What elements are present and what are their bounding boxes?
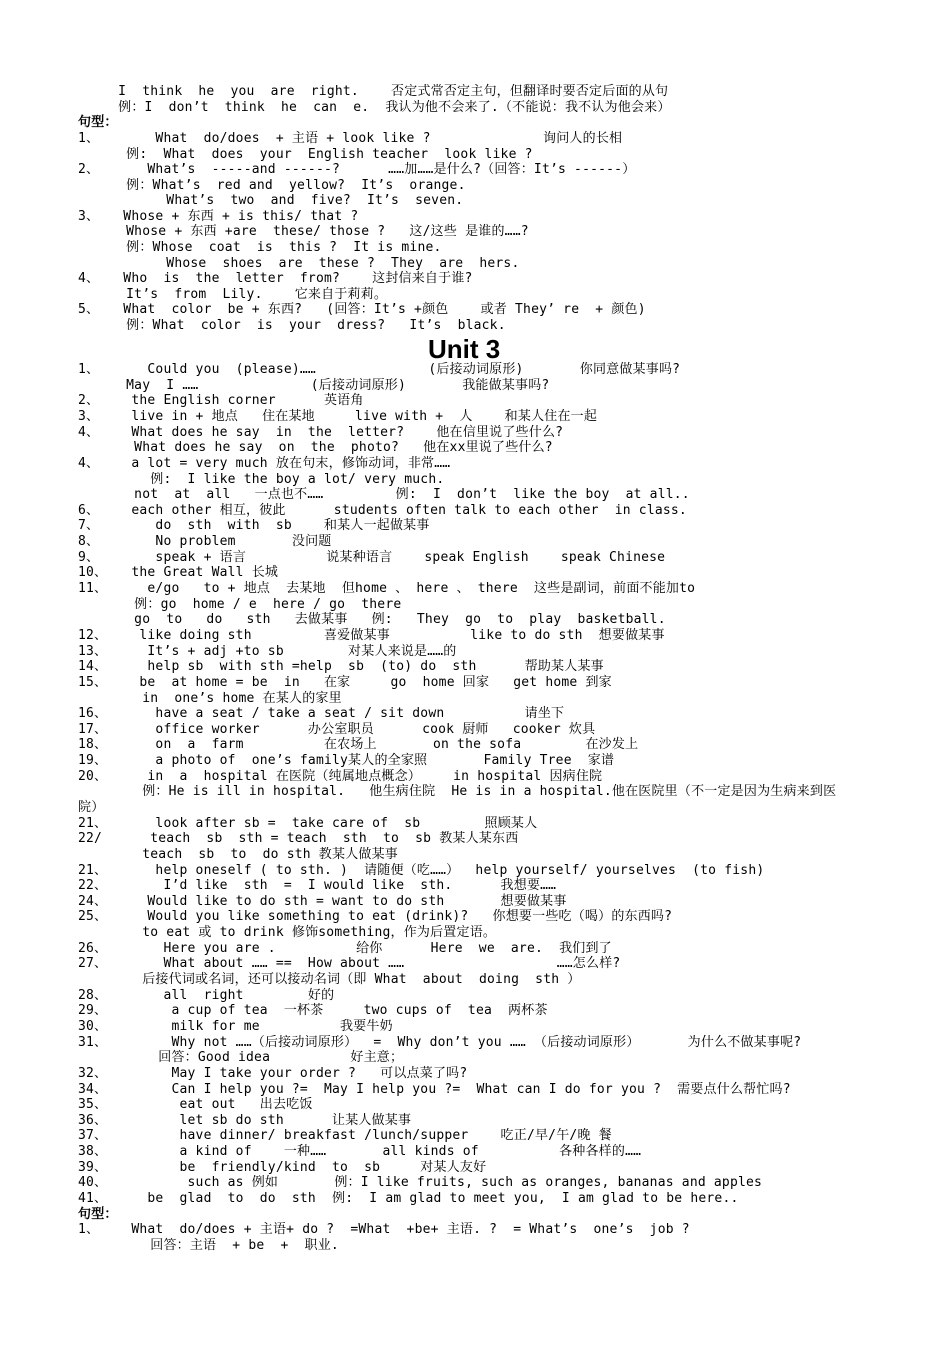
text-line: 28、 all right 好的: [78, 988, 335, 1003]
text-line: 6、 each other 相互，彼此 students often talk to each other in class.: [78, 503, 687, 518]
text-line: 29、 a cup of tea 一杯茶 two cups of tea 两杯茶: [78, 1003, 548, 1018]
text-line: 22/ teach sb sth = teach sth to sb 教某人某东西: [78, 831, 519, 846]
text-line: What does he say on the photo? 他在xx里说了些什么?: [78, 440, 553, 455]
text-line: 18、 on a farm 在农场上 on the sofa 在沙发上: [78, 737, 639, 752]
text-line: 27、 What about …… == How about …… ……怎么样?: [78, 956, 621, 971]
text-line: 回答：主语 + be + 职业.: [78, 1238, 339, 1253]
text-line: 4、 Who is the letter from? 这封信来自于谁?: [78, 271, 473, 286]
text-line: 9、 speak + 语言 说某种语言 speak English speak Chinese: [78, 550, 666, 565]
text-line: Whose shoes are these ? They are hers.: [78, 256, 520, 271]
text-line: to eat 或 to drink 修饰something，作为后置定语。: [78, 925, 497, 940]
text-line: 4、 What does he say in the letter? 他在信里说了些什么?: [78, 425, 564, 440]
text-line: 回答：Good idea 好主意；: [78, 1050, 404, 1065]
text-line: 37、 have dinner/ breakfast /lunch/supper 吃正/早/午/晚 餐: [78, 1128, 612, 1143]
text-line: go to do sth 去做某事 例: They go to play basketball.: [78, 612, 666, 627]
text-line: 16、 have a seat / take a seat / sit down 请坐下: [78, 706, 565, 721]
text-line: 32、 May I take your order ? 可以点菜了吗?: [78, 1066, 468, 1081]
text-line: 26、 Here you are . 给你 Here we are. 我们到了: [78, 941, 612, 956]
text-line: 11、 e/go to + 地点 去某地 但home 、 here 、 there 这些是副词，前面不能加to: [78, 581, 696, 596]
text-line: 2、 the English corner 英语角: [78, 393, 364, 408]
text-line: in one’s home 在某人的家里: [78, 691, 342, 706]
text-line: It’s from Lily. 它来自于莉莉。: [78, 287, 388, 302]
text-line: 30、 milk for me 我要牛奶: [78, 1019, 393, 1034]
text-line: 例：He is ill in hospital. 他生病住院 He is in a hospital.他在医院里（不一定是因为生病来到医: [78, 784, 837, 799]
text-line: 3、 Whose + 东西 + is this/ that ?: [78, 209, 359, 224]
text-line: 39、 be friendly/kind to sb 对某人友好: [78, 1160, 487, 1175]
text-line: teach sb to do sth 教某人做某事: [78, 847, 398, 862]
text-line: 31、 Why not ……（后接动词原形） = Why don’t you …… （后接动词原形） 为什么不做某事呢?: [78, 1035, 802, 1050]
text-line: 例: What does your English teacher look like ?: [78, 147, 533, 162]
text-line: 后接代词或名词，还可以接动名词（即 What about doing sth ）: [78, 972, 581, 987]
text-line: 4、 a lot = very much 放在句末，修饰动词，非常……: [78, 456, 451, 471]
text-line: 3、 live in + 地点 住在某地 live with + 人 和某人住在一起: [78, 409, 598, 424]
text-line: 13、 It’s + adj +to sb 对某人来说是……的: [78, 644, 457, 659]
text-line: May I …… (后接动词原形) 我能做某事吗?: [78, 378, 550, 393]
text-line: 院）: [78, 800, 105, 815]
text-line: What’s two and five? It’s seven.: [78, 193, 464, 208]
text-line: Whose + 东西 +are these/ those ? 这/这些 是谁的……?: [78, 224, 529, 239]
text-line: 1、 Could you (please)…… (后接动词原形) 你同意做某事吗?: [78, 362, 681, 377]
text-line: 21、 look after sb = take care of sb 照顾某人: [78, 816, 538, 831]
text-line: 1、 What do/does + 主语+ do ? =What +be+ 主语. ? = What’s one’s job ?: [78, 1222, 690, 1237]
text-line: 34、 Can I help you ?= May I help you ?= What can I do for you ? 需要点什么帮忙吗?: [78, 1082, 791, 1097]
text-line: 20、 in a hospital 在医院（纯属地点概念） in hospital 因病住院: [78, 769, 603, 784]
text-line: 例：What color is your dress? It’s black.: [78, 318, 506, 333]
text-line: 例: I like the boy a lot/ very much.: [78, 472, 445, 487]
text-line: 7、 do sth with sb 和某人一起做某事: [78, 518, 430, 533]
text-line: 19、 a photo of one’s family某人的全家照 Family Tree 家谱: [78, 753, 615, 768]
text-line: 24、 Would like to do sth = want to do sth 想要做某事: [78, 894, 567, 909]
text-line: 12、 like doing sth 喜爱做某事 like to do sth 想要做某事: [78, 628, 665, 643]
text-line: 25、 Would you like something to eat (drink)? 你想要一些吃（喝）的东西吗?: [78, 909, 673, 924]
text-line: 14、 help sb with sth =help sb (to) do sth 帮助某人某事: [78, 659, 604, 674]
text-line: 10、 the Great Wall 长城: [78, 565, 279, 580]
text-line: I think he you are right. 否定式常否定主句，但翻译时要否定后面的从句: [78, 84, 669, 99]
text-line: 5、 What color be + 东西? (回答：It’s +颜色 或者 They’ re + 颜色): [78, 302, 646, 317]
text-line: 8、 No problem 没问题: [78, 534, 332, 549]
text-line: 40、 such as 例如 例：I like fruits, such as oranges, bananas and apples: [78, 1175, 763, 1190]
text-line: 1、 What do/does + 主语 + look like ? 询问人的长相: [78, 131, 623, 146]
section-heading: 句型：: [78, 1207, 118, 1222]
text-line: 15、 be at home = be in 在家 go home 回家 get home 到家: [78, 675, 612, 690]
text-line: 例：go home / e here / go there: [78, 597, 402, 612]
text-line: 36、 let sb do sth 让某人做某事: [78, 1113, 412, 1128]
text-line: 35、 eat out 出去吃饭: [78, 1097, 313, 1112]
text-line: 例：Whose coat is this ? It is mine.: [78, 240, 442, 255]
text-line: 例：I don’t think he can e. 我认为他不会来了.（不能说：我不认为他会来）: [78, 100, 671, 115]
text-line: 17、 office worker 办公室职员 cook 厨师 cooker 炊具: [78, 722, 596, 737]
text-line: 2、 What’s -----and ------? ……加……是什么?（回答：It’s ------）: [78, 162, 636, 177]
text-line: 21、 help oneself ( to sth. ) 请随便（吃……） help yourself/ yourselves (to fish): [78, 863, 765, 878]
unit-title: Unit 3: [428, 334, 501, 364]
text-line: 38、 a kind of 一种…… all kinds of 各种各样的……: [78, 1144, 642, 1159]
section-heading: 句型：: [78, 115, 118, 130]
text-line: 22、 I’d like sth = I would like sth. 我想要……: [78, 878, 557, 893]
text-line: not at all 一点也不…… 例: I don’t like the boy at all..: [78, 487, 690, 502]
text-line: 41、 be glad to do sth 例: I am glad to meet you, I am glad to be here..: [78, 1191, 739, 1206]
text-line: 例：What’s red and yellow? It’s orange.: [78, 178, 466, 193]
